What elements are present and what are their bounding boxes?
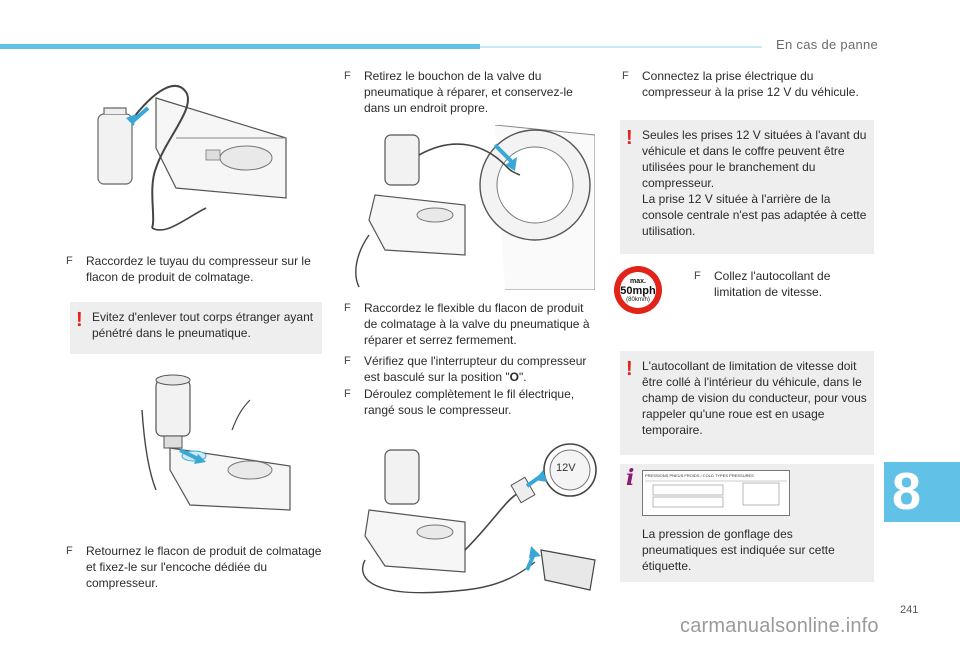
bullet-icon: F bbox=[344, 70, 351, 82]
warning-icon: ! bbox=[626, 127, 633, 149]
watermark: carmanualsonline.info bbox=[680, 615, 879, 637]
step-check-switch: F Vérifiez que l'interrupteur du compresseur est basculé sur la position "O". bbox=[344, 354, 587, 384]
warning-note-12v-sockets: ! Seules les prises 12 V situées à l'avant du véhicule et dans le coffre peuvent être utilisées pour le branchement du compresseur. La prise 12 V située à l'arrière de la console centrale n'est pas adaptée à cette utilisation. bbox=[620, 120, 874, 254]
speed-limit-sign bbox=[613, 265, 663, 315]
speed-sign-mph: 50mph bbox=[620, 285, 656, 297]
step-connect-hose: F Raccordez le tuyau du compresseur sur le flacon de produit de colmatage. bbox=[66, 254, 311, 284]
step-apply-sticker: F Collez l'autocollant de limitation de vitesse. bbox=[694, 269, 831, 299]
speed-sign-kmh: (80km/h) bbox=[626, 297, 650, 303]
section-title: En cas de panne bbox=[776, 37, 879, 52]
illustration-compressor-hose-bottle bbox=[96, 78, 316, 238]
chapter-tab: 8 bbox=[884, 462, 960, 522]
warning-note-sticker-location: ! L'autocollant de limitation de vitesse doit être collé à l'intérieur du véhicule, dans le champ de vision du conducteur, pour vous rappeler qu'une roue est en usage temporaire. bbox=[620, 351, 874, 455]
info-note-tyre-pressure: i PRESSIONS PNEUS FROIDS / COLD TYPES PRESSURES La pression de gonflage des pneumatiques est indiquée sur cette étiquette. bbox=[620, 464, 874, 582]
speed-sign-max: max. bbox=[630, 278, 646, 285]
warning-note-foreign-object: ! Evitez d'enlever tout corps étranger ayant pénétré dans le pneumatique. bbox=[70, 302, 322, 354]
warning-icon: ! bbox=[76, 309, 83, 331]
step-remove-valve-cap: F Retirez le bouchon de la valve du pneumatique à réparer, et conservez-le dans un endroit propre. bbox=[344, 69, 573, 115]
page-number: 241 bbox=[900, 604, 919, 616]
tyre-label-title: PRESSIONS PNEUS FROIDS / COLD TYPES PRESSURES bbox=[645, 473, 754, 478]
bullet-icon: F bbox=[66, 255, 73, 267]
bullet-icon: F bbox=[344, 388, 351, 400]
step-connect-flexible: F Raccordez le flexible du flacon de produit de colmatage à la valve du pneumatique à réparer et serrez fermement. bbox=[344, 301, 590, 347]
socket-12v-label: 12V bbox=[556, 462, 576, 474]
bullet-icon: F bbox=[622, 70, 629, 82]
illustration-bottle-on-compressor bbox=[140, 370, 300, 520]
tyre-pressure-label-image bbox=[642, 470, 790, 516]
bullet-icon: F bbox=[344, 302, 351, 314]
step-turn-bottle: F Retournez le flacon de produit de colmatage et fixez-le sur l'encoche dédiée du compresseur. bbox=[66, 544, 322, 590]
step-connect-power: F Connectez la prise électrique du compresseur à la prise 12 V du véhicule. bbox=[622, 69, 859, 99]
step-unroll-cable: F Déroulez complètement le fil électrique, rangé sous le compresseur. bbox=[344, 387, 575, 417]
info-icon: i bbox=[626, 465, 635, 491]
bullet-icon: F bbox=[344, 355, 351, 367]
illustration-connect-valve bbox=[345, 125, 595, 290]
bullet-icon: F bbox=[694, 270, 701, 282]
header-accent-bar bbox=[0, 44, 480, 49]
bullet-icon: F bbox=[66, 545, 73, 557]
illustration-plug-12v bbox=[345, 440, 600, 605]
header-accent-line bbox=[480, 46, 762, 48]
warning-icon: ! bbox=[626, 358, 633, 380]
